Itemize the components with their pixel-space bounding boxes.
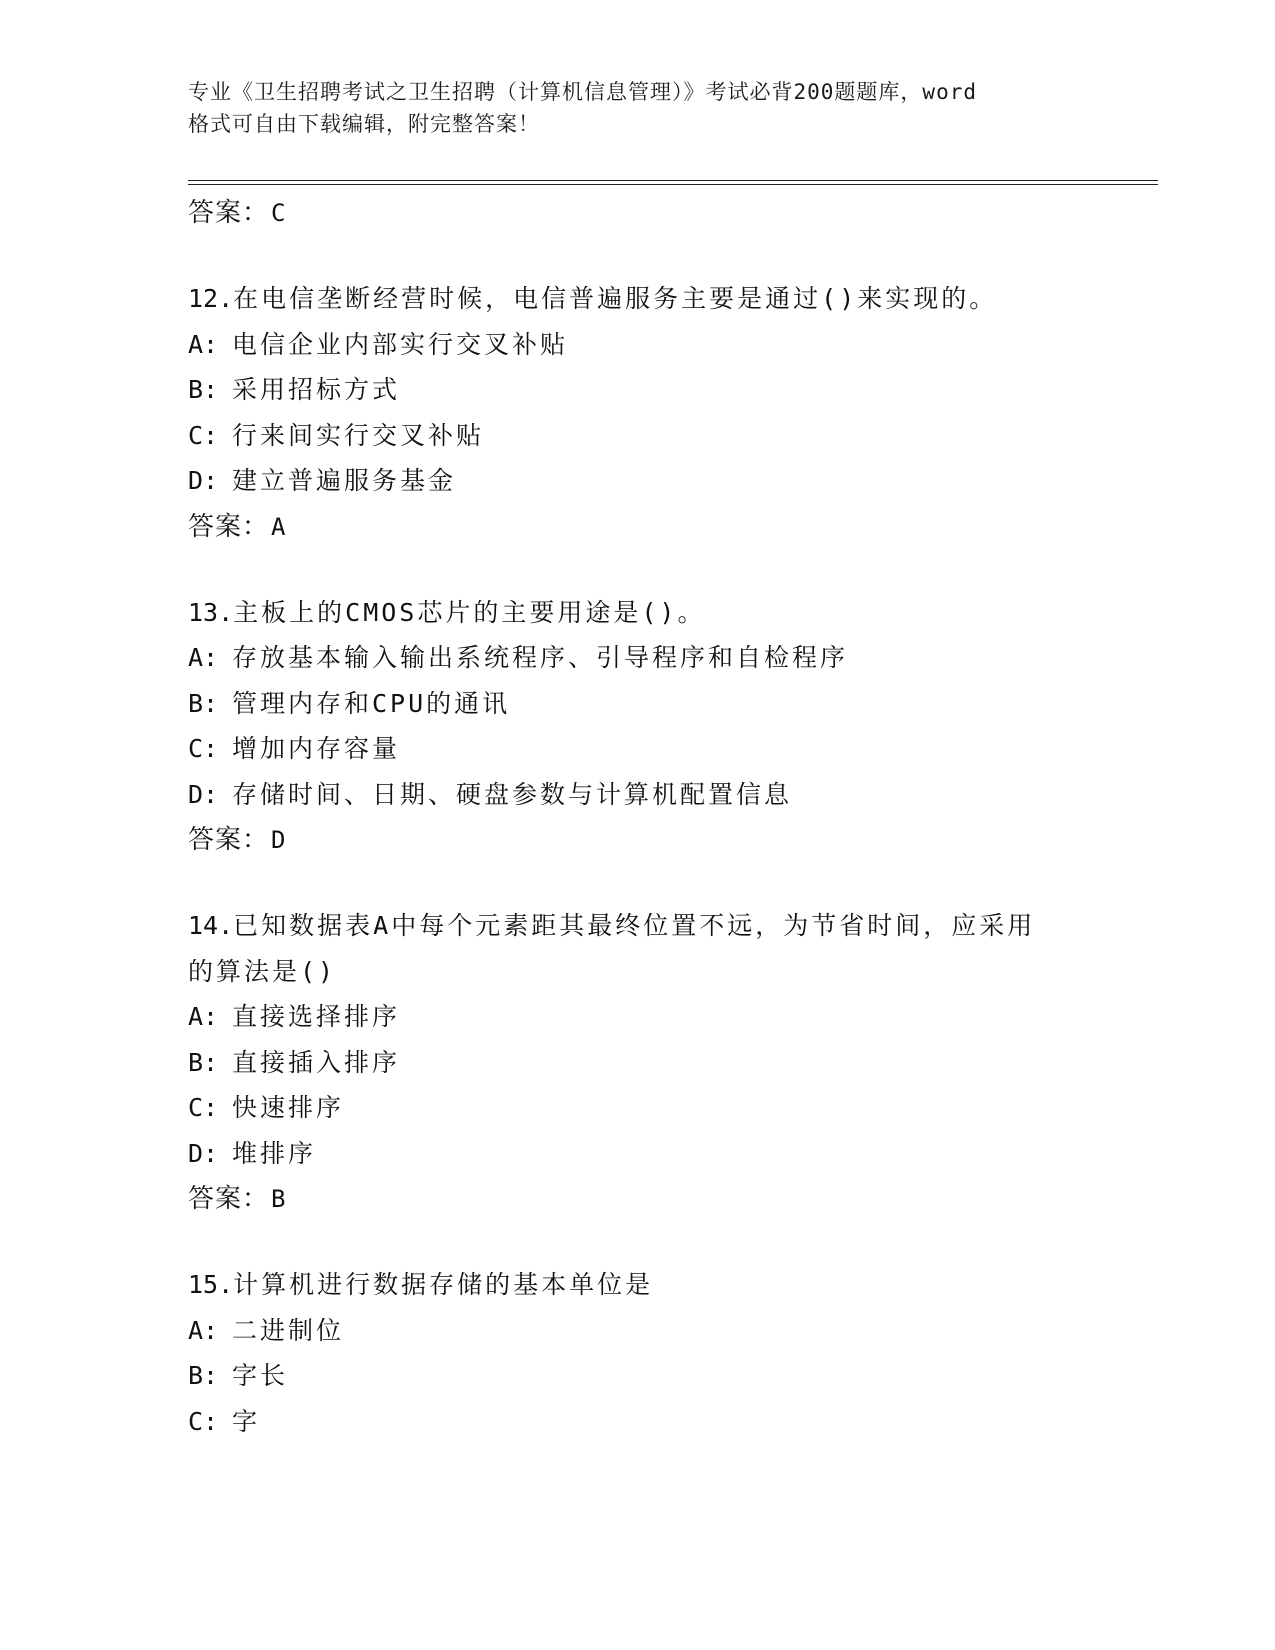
question-number: 14. (188, 911, 234, 940)
question-stem (188, 1262, 1148, 1308)
answer-value: B (271, 1185, 287, 1213)
option-text: 电信企业内部实行交叉补贴 (232, 329, 569, 359)
option-item (188, 1085, 1148, 1131)
option-key: B: (188, 1361, 219, 1390)
option-key: B: (188, 1047, 219, 1077)
question-block (188, 903, 1148, 1222)
question-block (188, 1262, 1148, 1444)
answer-line (188, 817, 1148, 863)
question-block (188, 590, 1148, 864)
option-text: 存放基本输入输出系统程序、引导程序和自检程序 (232, 643, 849, 672)
option-text: 建立普遍服务基金 (232, 466, 457, 495)
option-text: 采用招标方式 (232, 375, 401, 404)
document-header (188, 76, 1088, 140)
option-key: B: (188, 375, 219, 404)
option-key: C: (188, 734, 219, 763)
header-divider-bottom (188, 184, 1158, 185)
answer-label: 答案： (188, 511, 270, 542)
question-stem (188, 276, 1148, 322)
option-text: 增加内存容量 (232, 734, 401, 763)
option-text: 管理内存和CPU的通讯 (232, 688, 511, 718)
option-text: 堆排序 (232, 1138, 317, 1168)
option-item (188, 322, 1148, 368)
option-text: 快速排序 (232, 1093, 345, 1122)
option-key: C: (188, 1406, 219, 1436)
question-stem (188, 590, 1148, 636)
option-key: A: (188, 329, 219, 359)
option-item (188, 367, 1148, 413)
option-key: C: (188, 420, 219, 450)
answer-value: C (271, 199, 287, 227)
question-number: 13. (188, 597, 234, 627)
answer-label: 答案： (188, 1184, 270, 1214)
option-item (188, 726, 1148, 772)
option-text: 字 (232, 1406, 261, 1436)
option-item (188, 772, 1148, 818)
answer-line (188, 1176, 1148, 1222)
option-text: 直接选择排序 (232, 1002, 401, 1031)
question-number: 12. (188, 284, 234, 313)
answer-label: 答案： (188, 198, 270, 228)
question-list (188, 190, 1148, 1444)
option-key: A: (188, 1002, 219, 1031)
option-item (188, 681, 1148, 727)
option-item (188, 413, 1148, 459)
answer-line (188, 504, 1148, 550)
option-item (188, 1131, 1148, 1177)
option-text: 行来间实行交叉补贴 (232, 420, 485, 450)
option-key: C: (188, 1093, 219, 1122)
option-item (188, 994, 1148, 1040)
header-line-1: 专业《卫生招聘考试之卫生招聘（计算机信息管理）》考试必背200题题库，word (188, 80, 977, 104)
option-text: 二进制位 (232, 1315, 345, 1345)
option-key: D: (188, 1138, 219, 1168)
option-item (188, 1399, 1148, 1445)
header-divider-top (188, 180, 1158, 181)
option-text: 存储时间、日期、硬盘参数与计算机配置信息 (232, 779, 793, 809)
answer-value: D (271, 826, 287, 854)
option-key: B: (188, 688, 219, 718)
option-key: D: (188, 466, 219, 495)
option-text: 字长 (232, 1361, 289, 1390)
option-item (188, 1353, 1148, 1399)
option-item (188, 1308, 1148, 1354)
question-stem (188, 903, 1148, 949)
answer-label: 答案： (188, 825, 270, 855)
option-text: 直接插入排序 (232, 1047, 401, 1077)
answer-value: A (271, 512, 287, 541)
option-key: D: (188, 779, 219, 809)
question-text: 计算机进行数据存储的基本单位是 (233, 1270, 654, 1299)
question-text: 已知数据表A中每个元素距其最终位置不远，为节省时间，应采用 (233, 911, 1036, 940)
option-item (188, 1040, 1148, 1086)
option-key: A: (188, 643, 219, 672)
header-line-2: 格式可自由下载编辑，附完整答案！ (188, 112, 540, 136)
option-item (188, 458, 1148, 504)
question-text: 主板上的CMOS芯片的主要用途是()。 (233, 597, 706, 627)
question-block (188, 276, 1148, 550)
answer-line (188, 190, 1148, 236)
question-text: 在电信垄断经营时候，电信普遍服务主要是通过()来实现的。 (233, 284, 998, 313)
question-stem (188, 949, 1148, 995)
option-item (188, 635, 1148, 681)
question-text: 的算法是() (188, 956, 337, 986)
question-number: 15. (188, 1270, 234, 1299)
option-key: A: (188, 1315, 219, 1345)
